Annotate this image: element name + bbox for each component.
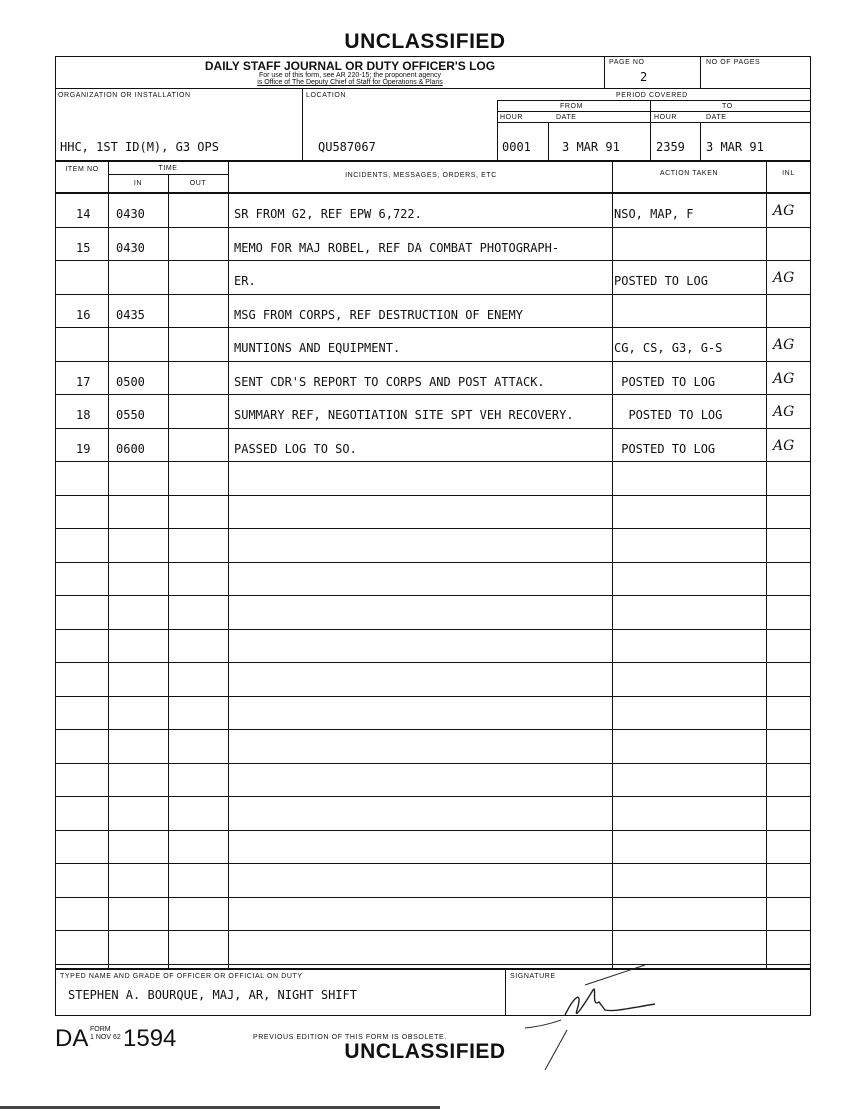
row-divider (55, 863, 811, 864)
page-no-value: 2 (640, 70, 648, 84)
row-divider (55, 260, 811, 261)
officer-label: TYPED NAME AND GRADE OF OFFICER OR OFFICIAL ON DUTY (60, 973, 303, 980)
item-number: 16 (76, 308, 91, 322)
row-divider (55, 897, 811, 898)
org-label: ORGANIZATION OR INSTALLATION (58, 92, 191, 99)
col-out: OUT (189, 180, 207, 187)
row-divider (55, 595, 811, 596)
row-divider (55, 763, 811, 764)
action-taken: POSTED TO LOG (614, 375, 716, 389)
time-in: 0435 (116, 308, 145, 322)
form-title-block (100, 60, 600, 86)
row-divider (55, 562, 811, 563)
row-divider (55, 495, 811, 496)
incident-text: MSG FROM CORPS, REF DESTRUCTION OF ENEMY (234, 308, 523, 322)
row-divider (55, 394, 811, 395)
time-in: 0430 (116, 241, 145, 255)
incident-text: ER. (234, 274, 256, 288)
item-number: 17 (76, 375, 91, 389)
time-in: 0430 (116, 207, 145, 221)
row-divider (55, 294, 811, 295)
form-title: DAILY STAFF JOURNAL OR DUTY OFFICER'S LOG (204, 59, 496, 73)
row-divider (55, 964, 811, 965)
action-taken: POSTED TO LOG (614, 408, 723, 422)
item-number: 19 (76, 442, 91, 456)
org-value: HHC, 1ST ID(M), G3 OPS (60, 140, 219, 154)
row-divider (55, 629, 811, 630)
page-no-label: PAGE NO (609, 59, 645, 66)
action-taken: CG, CS, G3, G-S (614, 341, 723, 355)
row-divider (55, 461, 811, 462)
row-divider (55, 528, 811, 529)
location-value: QU587067 (318, 140, 376, 154)
location-label: LOCATION (306, 92, 347, 99)
from-date-label: DATE (556, 114, 577, 121)
initials-mark: AG (773, 337, 795, 353)
to-date-value: 3 MAR 91 (706, 140, 764, 154)
period-covered-label: PERIOD COVERED (616, 92, 688, 99)
row-divider (55, 428, 811, 429)
action-taken: POSTED TO LOG (614, 442, 716, 456)
from-hour-label: HOUR (500, 114, 524, 121)
incident-text: MUNTIONS AND EQUIPMENT. (234, 341, 401, 355)
action-taken: POSTED TO LOG (614, 274, 708, 288)
time-in: 0600 (116, 442, 145, 456)
item-number: 15 (76, 241, 91, 255)
form-date: 1 NOV 62 (90, 1034, 121, 1041)
incident-text: MEMO FOR MAJ ROBEL, REF DA COMBAT PHOTOGRAPH- (234, 241, 560, 255)
to-label: TO (722, 103, 733, 110)
no-of-pages-label: NO OF PAGES (706, 59, 761, 66)
form-subtitle-2: is Office of The Deputy Chief of Staff for Operations & Plans (257, 79, 443, 86)
classification-top: UNCLASSIFIED (344, 30, 506, 53)
col-incidents: INCIDENTS, MESSAGES, ORDERS, ETC (345, 172, 497, 179)
row-divider (55, 796, 811, 797)
incident-text: SENT CDR'S REPORT TO CORPS AND POST ATTACK. (234, 375, 545, 389)
time-in: 0550 (116, 408, 145, 422)
item-number: 14 (76, 207, 91, 221)
col-item-no: ITEM NO (65, 166, 99, 173)
form-prefix: DA (55, 1025, 89, 1052)
col-initials: INL (782, 170, 795, 177)
incident-text: SUMMARY REF, NEGOTIATION SITE SPT VEH RECOVERY. (234, 408, 574, 422)
previous-edition-note: PREVIOUS EDITION OF THIS FORM IS OBSOLETE. (253, 1034, 447, 1041)
row-divider (55, 930, 811, 931)
initials-mark: AG (773, 438, 795, 454)
action-taken: NSO, MAP, F (614, 207, 694, 221)
initials-mark: AG (773, 371, 795, 387)
officer-value: STEPHEN A. BOURQUE, MAJ, AR, NIGHT SHIFT (68, 988, 357, 1002)
item-number: 18 (76, 408, 91, 422)
initials-mark: AG (773, 404, 795, 420)
to-hour-value: 2359 (656, 140, 685, 154)
form-word: FORM (90, 1026, 111, 1033)
row-divider (55, 830, 811, 831)
row-divider (55, 696, 811, 697)
time-in: 0500 (116, 375, 145, 389)
to-hour-label: HOUR (654, 114, 678, 121)
row-divider (55, 361, 811, 362)
from-date-value: 3 MAR 91 (562, 140, 620, 154)
row-divider (55, 729, 811, 730)
to-date-label: DATE (706, 114, 727, 121)
from-hour-value: 0001 (502, 140, 531, 154)
col-action-taken: ACTION TAKEN (659, 170, 719, 177)
col-time: TIME (158, 165, 178, 172)
form-subtitle-1: For use of this form, see AR 220-15; the proponent agency (258, 72, 442, 79)
classification-bottom: UNCLASSIFIED (344, 1040, 506, 1063)
incident-text: PASSED LOG TO SO. (234, 442, 357, 456)
row-divider (55, 227, 811, 228)
form-number: 1594 (123, 1025, 177, 1052)
col-in: IN (133, 180, 143, 187)
initials-mark: AG (773, 203, 795, 219)
row-divider (55, 327, 811, 328)
row-divider (55, 662, 811, 663)
from-label: FROM (560, 103, 584, 110)
initials-mark: AG (773, 270, 795, 286)
incident-text: SR FROM G2, REF EPW 6,722. (234, 207, 422, 221)
signature-label: SIGNATURE (510, 973, 556, 980)
